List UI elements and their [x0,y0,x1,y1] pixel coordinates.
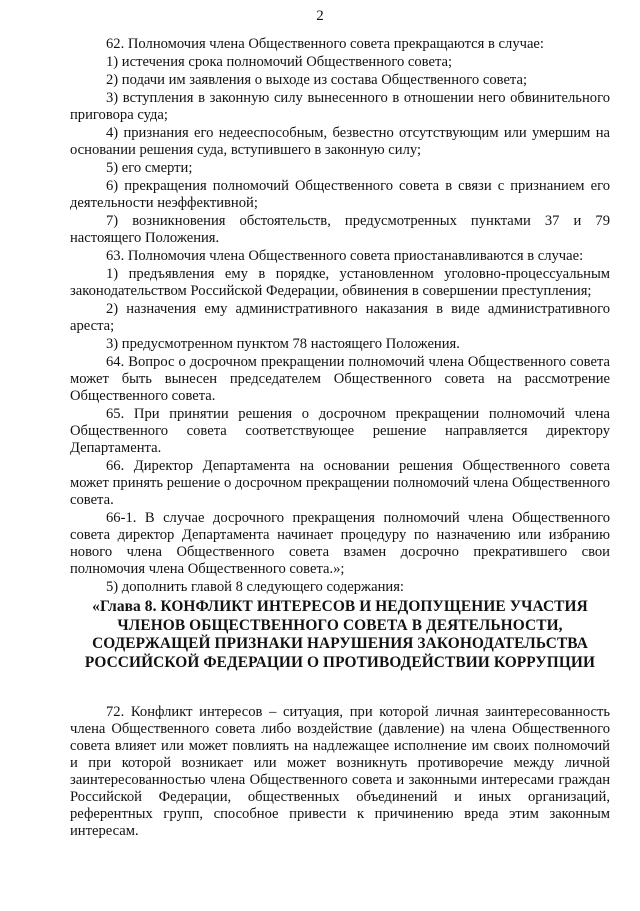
list-item: 7) возникновения обстоятельств, предусмотренных пунктами 37 и 79 настоящего Положения. [70,213,610,246]
list-item: 1) истечения срока полномочий Общественного совета; [106,54,453,70]
amendment-item: 5) дополнить главой 8 следующего содержания: [106,579,404,595]
paragraph-72: 72. Конфликт интересов – ситуация, при которой личная заинтересованность члена Общественного совета либо воздействие (давление) на члена Общественного совета влияет или может повлиять на надлежащее исполнение им своих полномочий и при которой возникает или может возникнуть противоречие между личной заинтересованностью члена Общественного совета и законными интересами граждан Российской Федерации, общественных объединений и иных организаций, референтных групп, способное привести к причинению вреда этим законным интересам. [70,704,610,840]
document-body [70,36,610,841]
list-item: 1) предъявления ему в порядке, установленном уголовно-процессуальным законодательством Российской Федерации, обвинения в совершении преступления; [70,266,610,299]
list-item: 4) признания его недееспособным, безвестно отсутствующим или умершим на основании решения суда, вступившего в законную силу; [70,125,610,158]
paragraph-65: 65. При принятии решения о досрочном прекращении полномочий члена Общественного совета соответствующее решение направляется директору Департамента. [70,406,610,456]
chapter-heading: «Глава 8. КОНФЛИКТ ИНТЕРЕСОВ И НЕДОПУЩЕНИЕ УЧАСТИЯ ЧЛЕНОВ ОБЩЕСТВЕННОГО СОВЕТА В ДЕЯТЕЛЬНОСТИ, СОДЕРЖАЩЕЙ ПРИЗНАКИ НАРУШЕНИЯ ЗАКОНОДАТЕЛЬСТВА РОССИЙСКОЙ ФЕДЕРАЦИИ О ПРОТИВОДЕЙСТВИИ КОРРУПЦИИ [84,598,596,671]
list-item: 2) подачи им заявления о выходе из состава Общественного совета; [106,72,528,88]
paragraph-66: 66. Директор Департамента на основании решения Общественного совета может принять решение о досрочном прекращении полномочий члена Общественного совета. [70,458,610,508]
list-item: 5) его смерти; [106,160,193,176]
paragraph-62: 62. Полномочия члена Общественного совета прекращаются в случае: [106,36,544,52]
list-item: 2) назначения ему административного наказания в виде административного ареста; [70,301,610,334]
paragraph-64: 64. Вопрос о досрочном прекращении полномочий члена Общественного совета может быть вынесен председателем Общественного совета на рассмотрение Общественного совета. [70,354,610,404]
paragraph-63: 63. Полномочия члена Общественного совета приостанавливаются в случае: [106,248,584,264]
list-item: 3) предусмотренном пунктом 78 настоящего Положения. [106,336,460,352]
list-item: 6) прекращения полномочий Общественного совета в связи с признанием его деятельности неэффективной; [70,178,610,211]
page-number: 2 [316,8,324,24]
paragraph-66-1: 66-1. В случае досрочного прекращения полномочий члена Общественного совета директор Департамента начинает процедуру по назначению или избранию нового члена Общественного совета взамен досрочно прекратившего свои полномочия члена Общественного совета.»; [70,510,610,577]
spacer [70,672,610,704]
list-item: 3) вступления в законную силу вынесенного в отношении него обвинительного приговора суда; [70,90,610,123]
